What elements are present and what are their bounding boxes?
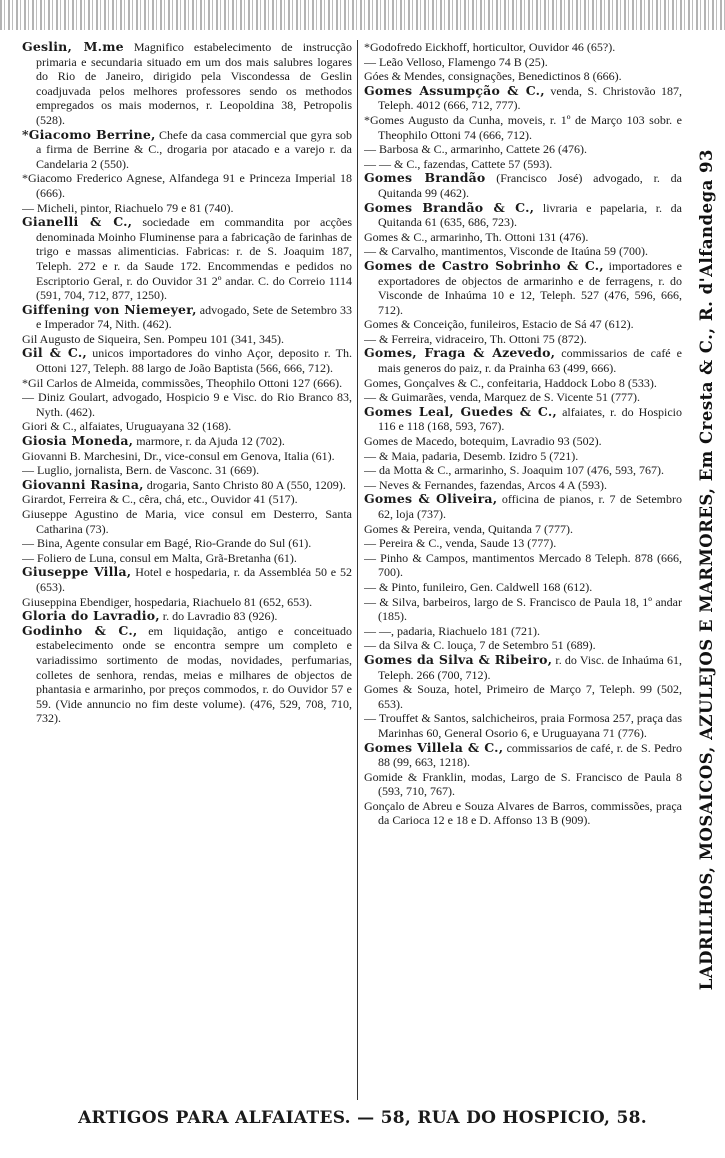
- entry-text: (Francisco José) advogado, r. da Quitanda 99 (462).: [378, 171, 682, 200]
- entry-text: *Giacomo Frederico Agnese, Alfandega 91 e Princeza Imperial 18 (666).: [22, 171, 352, 200]
- entry-text: — Pinho & Campos, mantimentos Mercado 8 Teleph. 878 (666, 700).: [364, 550, 682, 580]
- entry-name: Godinho & C.,: [22, 622, 138, 638]
- directory-entry: [364, 799, 682, 828]
- directory-entry: [364, 230, 682, 245]
- entry-text: *Gil Carlos de Almeida, commissões, Theophilo Ottoni 127 (666).: [22, 375, 343, 390]
- entry-text: Giuseppe Agustino de Maria, vice consul em Desterro, Santa Catharina (73).: [22, 507, 352, 536]
- directory-entry: [364, 624, 682, 639]
- entry-text: em liquidação, antigo e conceituado estabelecimento onde se encontra sempre um completo e variadissimo sortimento de modas, novidades, perfumarias, colletes de senhora, rendas, meias e milhares de objectos de phantasia e armarinho, por preços commodos, r. do Ouvidor 57 e 59. (Vide annuncio no fim deste volume). (476, 529, 708, 710, 732).: [36, 623, 352, 726]
- entry-text: *Godofredo Eickhoff, horticultor, Ouvidor 46 (65?).: [364, 40, 616, 54]
- entry-name: Gomes Brandão & C.,: [364, 199, 535, 215]
- entry-name: Gomes Leal, Guedes & C.,: [364, 403, 557, 419]
- directory-entry: [364, 259, 682, 317]
- entry-text: — Leão Velloso, Flamengo 74 B (25).: [364, 54, 548, 69]
- directory-entry: [22, 449, 352, 464]
- side-banner-text: LADRILHOS, MOSAICOS, AZULEJOS E MARMORES, Em Cresta & C., R. d'Alfandega 93: [696, 149, 716, 991]
- entry-name: Gomes Villela & C.,: [364, 739, 504, 755]
- directory-entry: [364, 157, 682, 172]
- entry-text: — & Maia, padaria, Desemb. Izidro 5 (721).: [364, 448, 579, 463]
- directory-entry: [22, 419, 352, 434]
- directory-entry: [22, 171, 352, 200]
- entry-text: venda, S. Christovão 187, Teleph. 4012 (666, 712, 777).: [378, 83, 682, 113]
- entry-name: Giosia Moneda,: [22, 433, 134, 449]
- entry-text: Gomes & Conceição, funileiros, Estacio de Sá 47 (612).: [364, 317, 634, 332]
- directory-entry: [364, 711, 682, 740]
- directory-entry: [22, 346, 352, 375]
- directory-entry: [364, 682, 682, 711]
- entry-text: Gonçalo de Abreu e Souza Alvares de Barros, commissões, praça da Carioca 12 e 18 e D. Affonso 13 B (909).: [364, 798, 682, 828]
- entry-name: Giuseppe Villa,: [22, 564, 132, 580]
- directory-entry: [364, 653, 682, 682]
- entry-text: — da Silva & C. louça, 7 de Setembro 51 (689).: [364, 638, 596, 653]
- entry-name: Gloria do Lavradio,: [22, 608, 160, 624]
- entry-text: — Diniz Goulart, advogado, Hospicio 9 e Visc. do Rio Branco 83, Nyth. (462).: [22, 390, 352, 419]
- directory-entry: [364, 551, 682, 580]
- directory-entry: [364, 84, 682, 113]
- directory-entry: [364, 770, 682, 799]
- directory-entry: [22, 201, 352, 216]
- entry-text: — & Guimarães, venda, Marquez de S. Vicente 51 (777).: [364, 390, 640, 405]
- directory-entry: [22, 551, 352, 566]
- entry-text: — & Silva, barbeiros, largo de S. Francisco de Paula 18, 1º andar (185).: [364, 594, 682, 624]
- entry-text: livraria e papelaria, r. da Quitanda 61 (635, 686, 723).: [378, 200, 682, 230]
- directory-entry: [364, 244, 682, 259]
- directory-entry: [364, 142, 682, 157]
- directory-entry: [22, 478, 352, 493]
- directory-entry: [22, 332, 352, 347]
- entry-text: — —, padaria, Riachuelo 181 (721).: [364, 623, 540, 638]
- directory-entry: [364, 346, 682, 375]
- footer-advertisement: ARTIGOS PARA ALFAIATES. — 58, RUA DO HOSPICIO, 58.: [78, 1108, 647, 1128]
- entry-text: alfaiates, r. do Hospicio 116 e 118 (168, 593, 767).: [378, 404, 682, 434]
- entry-text: — & Pinto, funileiro, Gen. Caldwell 168 (612).: [364, 579, 593, 594]
- entry-name: Gianelli & C.,: [22, 214, 133, 230]
- entry-name: Gomes Assumpção & C.,: [364, 82, 545, 98]
- entry-name: Gomes da Silva & Ribeiro,: [364, 651, 553, 667]
- directory-entry: [364, 69, 682, 84]
- directory-entry: [364, 638, 682, 653]
- entry-name: Gomes, Fraga & Azevedo,: [364, 345, 556, 361]
- directory-entry: [22, 492, 352, 507]
- entry-text: Magnifico estabelecimento de instrucção primaria e secundaria situado em um dos mais salubres logares do Rio de Janeiro, dirigido pela Viscondessa de Geslin coadjuvada pelos melhores professores sendo os methodos empregados os mais modernos, r. Leopoldina 38, Petropolis (528).: [36, 40, 352, 127]
- entry-text: — Luglio, jornalista, Bern. de Vasconc. 31 (669).: [22, 463, 260, 478]
- directory-entry: [22, 215, 352, 303]
- entry-name: Gomes & Oliveira,: [364, 491, 498, 507]
- directory-entry: [364, 171, 682, 200]
- entry-text: Gil Augusto de Siqueira, Sen. Pompeu 101 (341, 345).: [22, 331, 284, 346]
- directory-entry: [364, 390, 682, 405]
- entry-text: sociedade em commandita por acções denominada Moinho Fluminense para a fabricação de farinhas de trigo e massas alimenticias. Fabricas: r. de S. Joaquim 187, Teleph. 272 e r. da Saude 172. Encommendas e pedidos no Escriptorio Geral, r. do Ouvidor 31 2º andar. C. do Correio 1114 (591, 704, 712, 877, 1250).: [36, 215, 352, 303]
- entry-text: Hotel e hospedaria, r. da Assembléa 50 e 52 (653).: [36, 565, 352, 594]
- entry-text: drogaria, Santo Christo 80 A (550, 1209).: [146, 477, 346, 492]
- directory-entry: [364, 113, 682, 142]
- entry-text: Gomide & Franklin, modas, Largo de S. Francisco de Paula 8 (593, 710, 767).: [364, 769, 682, 799]
- entry-name: Giffening von Niemeyer,: [22, 301, 197, 317]
- entry-text: — & Carvalho, mantimentos, Visconde de Itaúna 59 (700).: [364, 244, 648, 259]
- entry-text: Góes & Mendes, consignações, Benedictinos 8 (666).: [364, 69, 622, 84]
- entry-text: Gomes & Pereira, venda, Quitanda 7 (777).: [364, 521, 573, 536]
- entry-text: Gomes & C., armarinho, Th. Ottoni 131 (476).: [364, 229, 589, 244]
- entry-text: — Trouffet & Santos, salchicheiros, praia Formosa 257, praça das Marinhas 60, General Osorio 6, e Uruguayana 71 (776).: [364, 711, 682, 740]
- directory-entry: [364, 55, 682, 70]
- entry-text: Girardot, Ferreira & C., cêra, chá, etc., Ouvidor 41 (517).: [22, 492, 298, 507]
- directory-entry: [364, 492, 682, 521]
- directory-entry: [22, 40, 352, 128]
- left-column: [22, 40, 352, 1100]
- entry-text: Gomes & Souza, hotel, Primeiro de Março 7, Teleph. 99 (502, 653).: [364, 682, 682, 711]
- entry-text: r. do Lavradio 83 (926).: [162, 609, 278, 624]
- entry-text: — Foliero de Luna, consul em Malta, Grã-Bretanha (61).: [22, 550, 297, 565]
- entry-text: — Pereira & C., venda, Saude 13 (777).: [364, 536, 557, 551]
- directory-entry: [22, 128, 352, 172]
- entry-text: — — & C., fazendas, Cattete 57 (593).: [364, 156, 553, 171]
- entry-text: unicos importadores do vinho Açor, deposito r. Th. Ottoni 127, Teleph. 88 largo de João Baptista (566, 666, 712).: [36, 346, 352, 376]
- entry-text: r. do Visc. de Inhaúma 61, Teleph. 266 (700, 712).: [378, 652, 682, 682]
- page-top-edge: [0, 0, 725, 30]
- entry-text: commissarios de café, r. de S. Pedro 88 (99, 663, 1218).: [378, 740, 682, 770]
- side-advertisement-banner: [690, 40, 722, 1100]
- directory-entry: [22, 303, 352, 332]
- entry-text: advogado, Sete de Setembro 33 e Imperador 74, Nith. (462).: [36, 302, 352, 332]
- entry-text: — Bina, Agente consular em Bagé, Rio-Grande do Sul (61).: [22, 536, 312, 551]
- right-column: [364, 40, 682, 1100]
- directory-entry: [22, 376, 352, 391]
- directory-entry: [364, 536, 682, 551]
- directory-entry: [22, 609, 352, 624]
- entry-text: Gomes de Macedo, botequim, Lavradio 93 (502).: [364, 434, 602, 449]
- entry-name: *Giacomo Berrine,: [22, 126, 156, 142]
- entry-text: — da Motta & C., armarinho, S. Joaquim 107 (476, 593, 767).: [364, 463, 664, 478]
- directory-entry: [364, 522, 682, 537]
- entry-text: Giuseppina Ebendiger, hospedaria, Riachuelo 81 (652, 653).: [22, 594, 313, 609]
- directory-entry: [364, 434, 682, 449]
- directory-entry: [22, 434, 352, 449]
- directory-entry: [22, 507, 352, 536]
- entry-text: commissarios de café e mais generos do paiz, r. da Prainha 63 (499, 666).: [378, 346, 682, 376]
- entry-text: officina de pianos, r. 7 de Setembro 62, loja (737).: [378, 492, 682, 521]
- directory-entry: [364, 317, 682, 332]
- directory-entry: [22, 595, 352, 610]
- entry-text: Chefe da casa commercial que gyra sob a firma de Berrine & C., drogaria por atacado e a varejo r. da Candelaria 2 (550).: [36, 127, 352, 171]
- directory-entry: [364, 741, 682, 770]
- entry-name: Geslin, M.me: [22, 40, 124, 54]
- directory-entry: [364, 376, 682, 391]
- entry-text: Giovanni B. Marchesini, Dr., vice-consul em Genova, Italia (61).: [22, 448, 335, 463]
- directory-entry: [22, 463, 352, 478]
- directory-entry: [22, 565, 352, 594]
- directory-entry: [22, 536, 352, 551]
- directory-entry: [22, 390, 352, 419]
- entry-text: Giori & C., alfaiates, Uruguayana 32 (168).: [22, 419, 232, 434]
- directory-entry: [364, 405, 682, 434]
- entry-text: marmore, r. da Ajuda 12 (702).: [136, 434, 285, 449]
- entry-name: Gomes Brandão: [364, 170, 486, 186]
- directory-entry: [364, 463, 682, 478]
- entry-text: *Gomes Augusto da Cunha, moveis, r. 1º de Março 103 sobr. e Theophilo Ottoni 74 (666, 712).: [364, 112, 682, 142]
- column-divider: [357, 40, 358, 1100]
- entry-text: — Barbosa & C., armarinho, Cattete 26 (476).: [364, 142, 587, 157]
- entry-text: Gomes, Gonçalves & C., confeitaria, Haddock Lobo 8 (533).: [364, 375, 657, 390]
- directory-entry: [364, 201, 682, 230]
- entry-name: Gil & C.,: [22, 345, 87, 361]
- directory-entry: [22, 624, 352, 726]
- entry-name: Gomes de Castro Sobrinho & C.,: [364, 257, 604, 273]
- directory-entry: [364, 580, 682, 595]
- entry-text: importadores e exportadores de objectos de armarinho e de ferragens, r. do Visconde de Inhaúma 10 e 12, Teleph. 527 (476, 596, 666, 712).: [378, 258, 682, 317]
- entry-name: Giovanni Rasina,: [22, 476, 144, 492]
- entry-text: — & Ferreira, vidraceiro, Th. Ottoni 75 (872).: [364, 331, 587, 346]
- directory-entry: [364, 332, 682, 347]
- directory-entry: [364, 40, 682, 55]
- directory-entry: [364, 595, 682, 624]
- entry-text: — Micheli, pintor, Riachuelo 79 e 81 (740).: [22, 200, 234, 215]
- entry-text: — Neves & Fernandes, fazendas, Arcos 4 A (593).: [364, 477, 607, 492]
- directory-entry: [364, 449, 682, 464]
- directory-entry: [364, 478, 682, 493]
